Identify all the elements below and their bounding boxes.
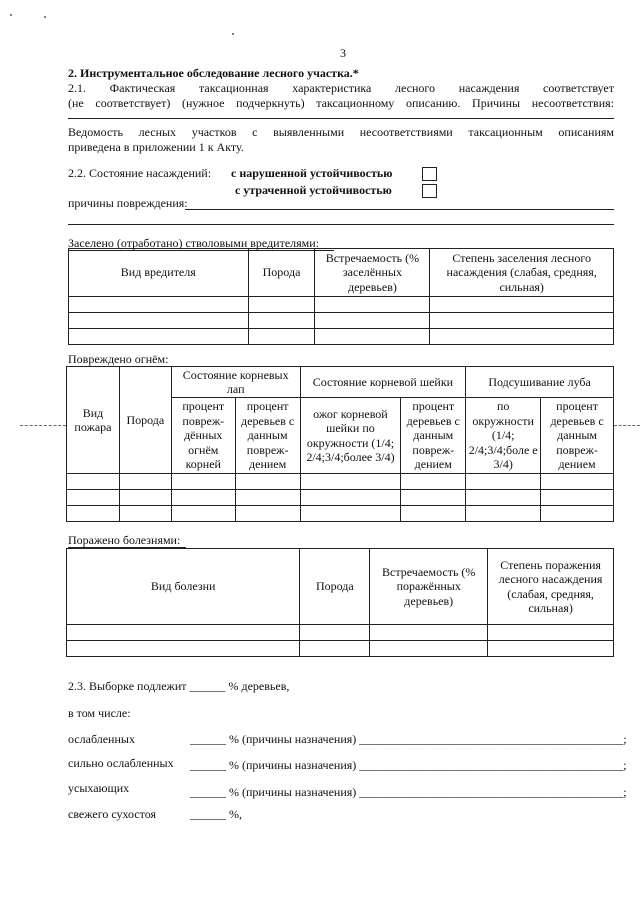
fresh-deadwood-field[interactable]: ______ %,: [190, 807, 242, 821]
vedomost-line1: Ведомость лесных участков с выявленными несоответствиями таксационным описаниям: [68, 125, 614, 139]
fire-table: [66, 366, 614, 522]
weakened-label: ослабленных: [68, 732, 135, 746]
section-2-3-line: 2.3. Выборке подлежит ______ % деревьев,: [68, 679, 290, 693]
scan-speck: [10, 14, 12, 16]
fire-type-header: Вид пожара: [67, 367, 120, 474]
fold-mark: [614, 425, 640, 426]
disease-degree-header: Степень поражения лесного насаждения (слабая, средняя, сильная): [488, 549, 614, 625]
fresh-deadwood-label: свежего сухостоя: [68, 807, 157, 821]
root-state-header: Состояние корневых лап: [171, 367, 300, 398]
fire-species-header: Порода: [119, 367, 171, 474]
table-row: [67, 490, 614, 506]
disease-frequency-header: Встречаемость (% поражённых деревьев): [370, 549, 488, 625]
section-2-heading: 2. Инструментальное обследование лесного участка.*: [68, 66, 359, 80]
table-row: [69, 313, 614, 329]
fold-mark: [20, 425, 66, 426]
blank-line: [68, 224, 614, 225]
table-row: [69, 329, 614, 345]
table-row: [67, 625, 614, 641]
heavily-weakened-label: сильно ослабленных: [68, 756, 174, 770]
neck-state-header: Состояние корневой шейки: [300, 367, 466, 398]
root-damage-percent-header: процент повреж-дённых огнём корней: [171, 398, 235, 474]
drying-label: усыхающих: [68, 781, 130, 795]
damage-causes-label: причины повреждения:: [68, 196, 188, 210]
scan-speck: [44, 16, 46, 18]
bark-circumference-header: по окружности (1/4; 2/4;3/4;боле е 3/4): [466, 398, 541, 474]
page-number: 3: [340, 46, 346, 60]
blank-line: [68, 118, 614, 119]
impaired-stability-checkbox[interactable]: [422, 167, 437, 181]
table-row: [67, 474, 614, 490]
vedomost-line2: приведена в приложении 1 к Акту.: [68, 140, 244, 154]
heavily-weakened-field[interactable]: ______ % (причины назначения) ____________________________________________;: [190, 758, 627, 772]
pests-table: [68, 248, 614, 345]
pest-species-header: Порода: [248, 249, 315, 297]
disease-type-header: Вид болезни: [67, 549, 300, 625]
table-row: [69, 297, 614, 313]
root-trees-percent-header: процент деревьев с данным повреж-дением: [235, 398, 300, 474]
weakened-field[interactable]: ______ % (причины назначения) ____________________________________________;: [190, 732, 627, 746]
section-2-2-label: 2.2. Состояние насаждений:: [68, 166, 212, 180]
pest-frequency-header: Встречаемость (% заселённых деревьев): [315, 249, 430, 297]
scan-speck: [232, 33, 234, 35]
neck-burn-header: ожог корневой шейки по окружности (1/4; 2/4;3/4;более 3/4): [300, 398, 401, 474]
option-lost-stability: с утраченной устойчивостью: [235, 183, 392, 197]
disease-table: [66, 548, 614, 657]
option-impaired-stability: с нарушенной устойчивостью: [231, 166, 393, 180]
section-2-1-line2: (не соответствует) (нужное подчеркнуть) таксационному описанию. Причины несоответствия:: [68, 96, 614, 110]
pests-title: Заселено (отработано) стволовыми вредителями:: [68, 236, 320, 250]
disease-species-header: Порода: [300, 549, 370, 625]
pest-degree-header: Степень заселения лесного насаждения (слабая, средняя, сильная): [430, 249, 614, 297]
table-row: [67, 506, 614, 522]
drying-field[interactable]: ______ % (причины назначения) ____________________________________________;: [190, 785, 627, 799]
neck-trees-percent-header: процент деревьев с данным повреж-дением: [401, 398, 466, 474]
table-row: [67, 641, 614, 657]
lost-stability-checkbox[interactable]: [422, 184, 437, 198]
fire-title: Повреждено огнём:: [68, 352, 169, 366]
bark-drying-header: Подсушивание луба: [466, 367, 614, 398]
including-label: в том числе:: [68, 706, 131, 720]
disease-title: Поражено болезнями:: [68, 533, 181, 547]
bark-trees-percent-header: процент деревьев с данным повреж-дением: [541, 398, 614, 474]
causes-line: [185, 209, 614, 210]
pest-type-header: Вид вредителя: [69, 249, 249, 297]
section-2-1-line1: 2.1. Фактическая таксационная характеристика лесного насаждения соответствует: [68, 81, 614, 95]
